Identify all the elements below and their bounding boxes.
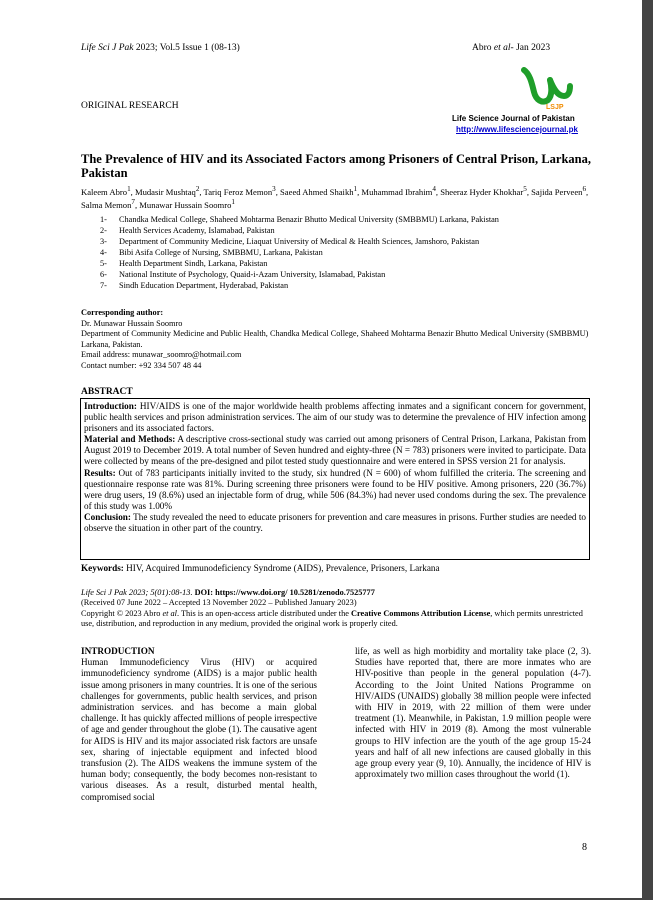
affiliation-item: 5- Health Department Sindh, Larkana, Pakistan (100, 259, 268, 268)
copyright-notice: Copyright © 2023 Abro et al. This is an open-access article distributed under the Creative Commons Attribution License, which permits unrestricted use, distribution, and reproduction in any medium, provided the original work is properly cited. (81, 608, 583, 628)
introduction-text-right: life, as well as high morbidity and mortality take place (2, 3). Studies have reported that, there are more inmates who are HIV-positive than people in the general population (4-7). According to the Joint United Nations Programme on HIV/AIDS (UNAIDS) globally 38 million people were infected with HIV in 2019, with 22 million of them were under treatment (1). Meanwhile, in Pakistan, 1.9 million people were infected with HIV in 2019 (8). Among the most vulnerable groups to HIV infection are the youth of the age group 15-24 years and half of all new infections are caused globally in this age group every year (9, 10). Annually, the incidence of HIV is approximately two million cases throughout the world (1). (355, 646, 591, 780)
author: Salma Memon$^7$, (81, 198, 140, 211)
affiliation-item: 3- Department of Community Medicine, Liaquat University of Medical & Health Sciences, Jamshoro, Pakistan (100, 237, 480, 246)
article-title: The Prevalence of HIV and its Associated Factors among Prisoners of Central Prison, Larkana, Pakistan (81, 152, 591, 180)
author: Kaleem Abro$^1$, (81, 185, 135, 197)
logo-text: LSJP (546, 104, 564, 110)
viewer-background-right (642, 0, 653, 900)
affiliation-item: 4- Bibi Asifa College of Nursing, SMBBMU, Larkana, Pakistan (100, 248, 323, 257)
journal-name: Life Science Journal of Pakistan (452, 114, 575, 123)
abstract-box (80, 398, 590, 560)
affiliation-item: 6- National Institute of Psychology, Quaid-i-Azam University, Islamabad, Pakistan (100, 270, 386, 279)
author-list (81, 184, 591, 211)
corresponding-author-block (81, 308, 591, 371)
author-name: Abro (472, 43, 494, 53)
citation-line: Life Sci J Pak 2023; 5(01):08-13. DOI: https://www.doi.org/ 10.5281/zenodo.7525777 (81, 588, 375, 597)
running-header-citation (81, 43, 240, 53)
affiliation-item: 7- Sindh Education Department, Hyderabad, Pakistan (100, 281, 289, 290)
journal-logo (516, 66, 576, 110)
citation-rest: 2023; Vol.5 Issue 1 (08-13) (133, 43, 240, 53)
running-header-author (472, 43, 550, 53)
introduction-text-left: Human Immunodeficiency Virus (HIV) or acquired immunodeficiency syndrome (AIDS) is a major public health issue among prisoners in many countries. It is one of the serious challenges for governments, public health services, and prison administration services. and has become a main global challenge. It has quickly affected millions of people irrespective of age and gender throughout the globe (1). The causative agent for AIDS is HIV and its major associated risk factors are unsafe sex, sharing of injectable equipment and infected blood transfusion (2). The AIDS weakens the immune system of the human body; consequently, the body becomes non-resistant to various diseases. As a result, disturbed mental health, compromised social (81, 657, 317, 802)
page-number: 8 (582, 842, 587, 853)
author: Tariq Feroz Memon$^3$, (203, 185, 281, 197)
affiliation-item: 2- Health Services Academy, Islamabad, Pakistan (100, 226, 275, 235)
author: Munawar Hussain Soomro$^1$ (139, 198, 235, 211)
et-al: et al (493, 43, 511, 53)
doi-link[interactable]: https://www.doi.org/ 10.5281/zenodo.7525777 (215, 588, 375, 597)
abstract-introduction: Introduction: HIV/AIDS is one of the major worldwide health problems affecting inmates and a significant concern for government, public health services and prison administration services. The aim of our study was to determine the prevalence of HIV infection among prisoners and its associated factors. (84, 401, 586, 434)
keywords: Keywords: HIV, Acquired Immunodeficiency Syndrome (AIDS), Prevalence, Prisoners, Larkana (81, 563, 440, 573)
corresponding-name: Dr. Munawar Hussain Soomro (81, 318, 183, 328)
corresponding-label: Corresponding author: (81, 308, 164, 317)
journal-url-link[interactable]: http://www.lifesciencejournal.pk (456, 125, 578, 134)
author: Saeed Ahmed Shaikh$^1$, (280, 185, 362, 197)
abstract-results: Results: Out of 783 participants initially invited to the study, six hundred (N = 600) of whom fulfilled the criteria. The screening and questionnaire response rate was 81%. During screening three prisoners were found to be HIV positive. Among prisoners, 220 (36.7%) were drug users, 19 (8.6%) used an injectable form of drug, while 506 (84.3%) had never used condoms during the sex. The prevalence of this study was 1.00% (84, 467, 586, 511)
corresponding-contact: Contact number: +92 334 507 48 44 (81, 360, 202, 370)
header-date: - Jan 2023 (510, 43, 551, 53)
section-label: ORIGINAL RESEARCH (81, 101, 179, 111)
body-column-left (81, 646, 317, 803)
affiliation-item: 1- Chandka Medical College, Shaheed Mohtarma Benazir Bhutto Medical University (SMBBMU) Larkana, Pakistan (100, 215, 499, 224)
citation-block (81, 588, 591, 629)
author: Muhammad Ibrahim$^4$, (361, 185, 441, 197)
author: Mudasir Mushtaq$^2$, (134, 185, 204, 197)
affiliation-list (100, 214, 580, 291)
corresponding-email: Email address: munawar_soomro@hotmail.com (81, 350, 242, 359)
corresponding-dept: Department of Community Medicine and Public Health, Chandka Medical College, Shaheed Mohtarma Benazir Bhutto Medical University (SMBBMU) Larkana, Pakistan. (81, 329, 589, 349)
journal-abbrev: Life Sci J Pak (81, 43, 134, 53)
author: Sajida Perveen$^6$, (531, 185, 589, 197)
received-dates: (Received 07 June 2022 – Accepted 13 November 2022 – Published January 2023) (81, 598, 357, 608)
body-column-right (355, 646, 591, 780)
author: Sheeraz Hyder Khokhar$^5$, (440, 185, 529, 197)
abstract-methods: Material and Methods: A descriptive cross-sectional study was carried out among prisoners of Central Prison, Larkana, Pakistan from August 2019 to December 2019. A total number of Seven hundred and eighty-three (N = 783) prisoners were invited to participate. Data were collected by means of the pre-designed and pilot tested study questionnaire and were entered in SPSS version 21 for analysis. (84, 434, 586, 467)
introduction-heading: INTRODUCTION (81, 646, 155, 656)
abstract-heading: ABSTRACT (81, 387, 133, 397)
abstract-conclusion: Conclusion: The study revealed the need to educate prisoners for prevention and care measures in prisons. Further studies are needed to observe the situation in other part of the country. (84, 511, 586, 534)
